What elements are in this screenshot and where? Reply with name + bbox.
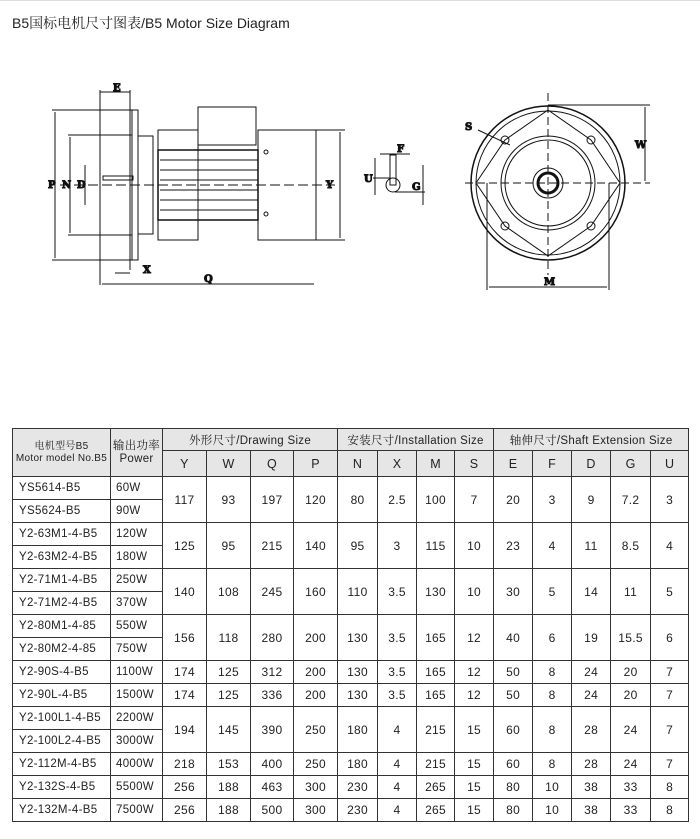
cell-E: 80 [494,776,533,799]
header-drawing-size: 外形尺寸/Drawing Size [163,429,338,451]
cell-P: 300 [294,799,338,822]
table-row [13,799,689,822]
cell-model: YS5614-B5 [13,477,111,500]
cell-D: 28 [572,707,611,753]
top-divider [0,0,700,1]
cell-Q: 336 [251,684,294,707]
cell-P: 250 [294,707,338,753]
cell-S: 12 [455,615,494,661]
cell-G: 33 [611,776,651,799]
header-col-M: M [417,451,455,477]
cell-Y: 174 [163,661,207,684]
cell-U: 7 [651,753,689,776]
cell-Y: 117 [163,477,207,523]
header-power [111,429,163,477]
cell-Y: 125 [163,523,207,569]
motor-side-view [52,90,345,285]
cell-W: 188 [207,776,251,799]
label-P: P [48,180,56,191]
cell-F: 3 [533,477,572,523]
cell-P: 200 [294,615,338,661]
cell-M: 265 [417,776,455,799]
cell-model: Y2-63M2-4-B5 [13,546,111,569]
cell-Q: 215 [251,523,294,569]
cell-W: 188 [207,799,251,822]
cell-M: 165 [417,615,455,661]
cell-model: Y2-71M2-4-B5 [13,592,111,615]
cell-U: 8 [651,799,689,822]
cell-D: 38 [572,799,611,822]
table-row [13,615,689,638]
cell-G: 24 [611,707,651,753]
cell-W: 108 [207,569,251,615]
shaft-key-detail [373,154,425,205]
cell-X: 4 [378,707,417,753]
cell-D: 28 [572,753,611,776]
cell-E: 60 [494,753,533,776]
cell-X: 4 [378,799,417,822]
table-row [13,684,689,707]
cell-Q: 400 [251,753,294,776]
cell-model: Y2-132S-4-B5 [13,776,111,799]
cell-Q: 197 [251,477,294,523]
cell-N: 130 [338,684,378,707]
cell-N: 130 [338,615,378,661]
cell-S: 15 [455,776,494,799]
cell-W: 145 [207,707,251,753]
header-col-Y: Y [163,451,207,477]
cell-model: Y2-71M1-4-B5 [13,569,111,592]
cell-N: 180 [338,707,378,753]
cell-P: 160 [294,569,338,615]
cell-model: Y2-112M-4-B5 [13,753,111,776]
cell-X: 3 [378,523,417,569]
cell-S: 10 [455,523,494,569]
cell-power: 370W [111,592,163,615]
cell-U: 7 [651,661,689,684]
header-col-E: E [494,451,533,477]
cell-M: 130 [417,569,455,615]
cell-X: 3.5 [378,615,417,661]
cell-G: 15.5 [611,615,651,661]
cell-G: 20 [611,661,651,684]
cell-Q: 245 [251,569,294,615]
label-D: D [77,180,86,191]
cell-power: 2200W [111,707,163,730]
header-shaft-extension-size: 轴伸尺寸/Shaft Extension Size [494,429,689,451]
cell-power: 5500W [111,776,163,799]
header-col-N: N [338,451,378,477]
cell-E: 40 [494,615,533,661]
cell-Y: 156 [163,615,207,661]
cell-P: 140 [294,523,338,569]
cell-model: Y2-90L-4-B5 [13,684,111,707]
header-col-S: S [455,451,494,477]
cell-E: 20 [494,477,533,523]
cell-S: 12 [455,684,494,707]
cell-power: 550W [111,615,163,638]
cell-D: 24 [572,661,611,684]
cell-U: 5 [651,569,689,615]
page-title: B5国标电机尺寸图表/B5 Motor Size Diagram [12,15,290,31]
cell-power: 250W [111,569,163,592]
cell-U: 6 [651,615,689,661]
cell-N: 95 [338,523,378,569]
cell-Q: 312 [251,661,294,684]
cell-D: 19 [572,615,611,661]
cell-S: 7 [455,477,494,523]
table-row [13,569,689,592]
label-W: W [635,140,647,151]
cell-S: 15 [455,753,494,776]
cell-N: 230 [338,776,378,799]
cell-X: 2.5 [378,477,417,523]
cell-S: 12 [455,661,494,684]
cell-model: Y2-132M-4-B5 [13,799,111,822]
cell-N: 110 [338,569,378,615]
cell-P: 200 [294,661,338,684]
cell-W: 125 [207,661,251,684]
cell-E: 60 [494,707,533,753]
table-row [13,707,689,730]
cell-W: 93 [207,477,251,523]
cell-W: 153 [207,753,251,776]
cell-Y: 140 [163,569,207,615]
label-M: M [544,277,556,288]
cell-model: Y2-100L2-4-B5 [13,730,111,753]
cell-power: 180W [111,546,163,569]
header-col-W: W [207,451,251,477]
cell-W: 95 [207,523,251,569]
cell-Y: 218 [163,753,207,776]
motor-size-table [12,428,689,822]
cell-F: 4 [533,523,572,569]
cell-F: 8 [533,753,572,776]
cell-M: 215 [417,707,455,753]
header-col-X: X [378,451,417,477]
label-F: F [397,144,405,155]
table-row [13,753,689,776]
cell-power: 90W [111,500,163,523]
cell-P: 120 [294,477,338,523]
cell-G: 24 [611,753,651,776]
cell-N: 230 [338,799,378,822]
cell-E: 30 [494,569,533,615]
cell-Y: 194 [163,707,207,753]
cell-M: 165 [417,661,455,684]
header-col-G: G [611,451,651,477]
cell-X: 3.5 [378,569,417,615]
cell-G: 11 [611,569,651,615]
cell-Y: 174 [163,684,207,707]
cell-S: 15 [455,799,494,822]
cell-M: 115 [417,523,455,569]
cell-power: 750W [111,638,163,661]
header-power-cn: 输出功率 [112,439,161,452]
cell-N: 180 [338,753,378,776]
cell-Y: 256 [163,776,207,799]
cell-Q: 280 [251,615,294,661]
header-col-F: F [533,451,572,477]
label-S: S [465,122,473,133]
cell-model: Y2-80M1-4-85 [13,615,111,638]
cell-power: 4000W [111,753,163,776]
header-installation-size: 安装尺寸/Installation Size [338,429,494,451]
cell-F: 8 [533,707,572,753]
cell-power: 1100W [111,661,163,684]
header-model-en: Motor model No.B5 [15,452,108,464]
cell-U: 7 [651,684,689,707]
cell-E: 80 [494,799,533,822]
label-U: U [364,174,373,185]
table-row [13,477,689,500]
cell-power: 60W [111,477,163,500]
cell-U: 4 [651,523,689,569]
cell-D: 9 [572,477,611,523]
cell-E: 50 [494,661,533,684]
cell-power: 120W [111,523,163,546]
cell-E: 50 [494,684,533,707]
cell-F: 6 [533,615,572,661]
header-model-cn: 电机型号B5 [34,440,89,452]
label-X: X [143,265,151,276]
motor-dimension-drawing [0,60,700,300]
cell-D: 24 [572,684,611,707]
header-col-U: U [651,451,689,477]
cell-W: 125 [207,684,251,707]
cell-D: 38 [572,776,611,799]
cell-U: 8 [651,776,689,799]
label-Q: Q [204,274,213,285]
table-row [13,661,689,684]
motor-front-view [465,93,650,290]
cell-G: 7.2 [611,477,651,523]
cell-X: 4 [378,776,417,799]
cell-F: 8 [533,684,572,707]
table-row [13,523,689,546]
cell-G: 20 [611,684,651,707]
cell-N: 80 [338,477,378,523]
cell-Q: 463 [251,776,294,799]
cell-F: 5 [533,569,572,615]
header-col-D: D [572,451,611,477]
cell-N: 130 [338,661,378,684]
cell-model: Y2-100L1-4-B5 [13,707,111,730]
cell-model: Y2-80M2-4-85 [13,638,111,661]
cell-F: 10 [533,776,572,799]
header-model [13,429,111,477]
label-E: E [113,83,121,94]
cell-model: Y2-63M1-4-B5 [13,523,111,546]
cell-U: 3 [651,477,689,523]
cell-Q: 500 [251,799,294,822]
cell-G: 8.5 [611,523,651,569]
cell-P: 300 [294,776,338,799]
cell-D: 14 [572,569,611,615]
cell-power: 3000W [111,730,163,753]
cell-P: 250 [294,753,338,776]
label-N: N [62,180,72,191]
cell-F: 8 [533,661,572,684]
cell-X: 3.5 [378,661,417,684]
cell-S: 10 [455,569,494,615]
cell-M: 265 [417,799,455,822]
cell-P: 200 [294,684,338,707]
cell-X: 4 [378,753,417,776]
cell-G: 33 [611,799,651,822]
cell-model: YS5624-B5 [13,500,111,523]
label-Y: Y [326,180,334,191]
cell-E: 23 [494,523,533,569]
cell-power: 1500W [111,684,163,707]
cell-S: 15 [455,707,494,753]
header-power-en: Power [119,452,154,465]
header-col-P: P [294,451,338,477]
cell-M: 215 [417,753,455,776]
cell-Q: 390 [251,707,294,753]
label-G: G [412,182,421,193]
cell-model: Y2-90S-4-B5 [13,661,111,684]
cell-M: 165 [417,684,455,707]
cell-M: 100 [417,477,455,523]
cell-W: 118 [207,615,251,661]
cell-D: 11 [572,523,611,569]
cell-F: 10 [533,799,572,822]
cell-X: 3.5 [378,684,417,707]
cell-U: 7 [651,707,689,753]
cell-power: 7500W [111,799,163,822]
header-col-Q: Q [251,451,294,477]
table-row [13,776,689,799]
cell-Y: 256 [163,799,207,822]
